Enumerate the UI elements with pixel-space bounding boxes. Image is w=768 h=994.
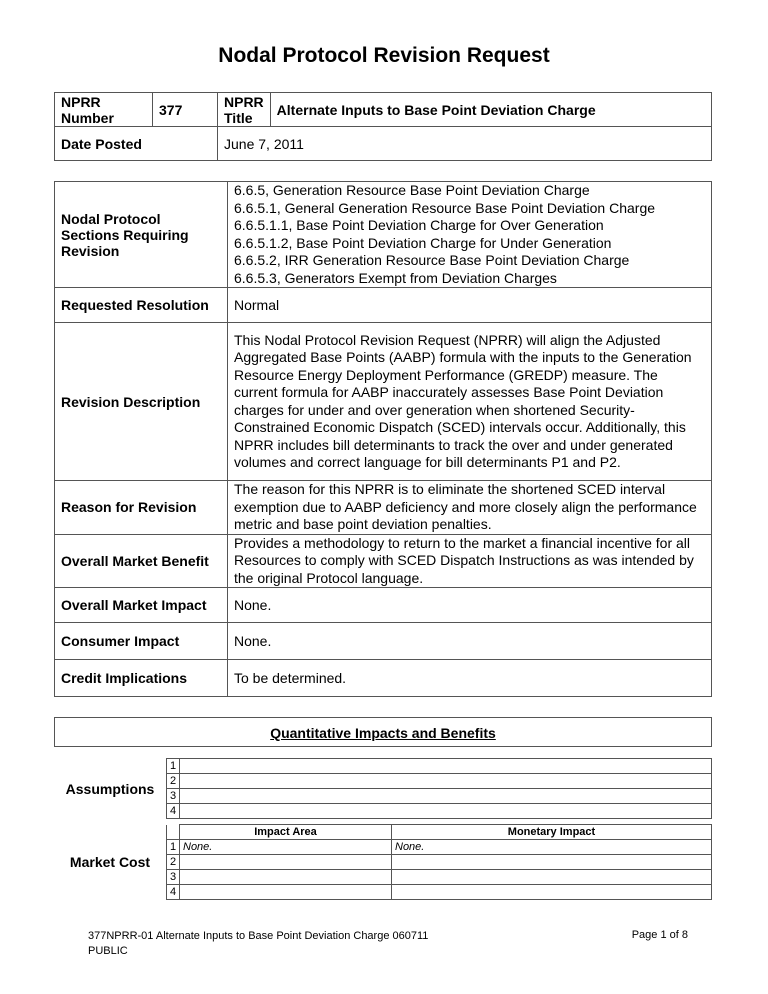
section-item: 6.6.5.3, Generators Exempt from Deviation Charges [234,269,557,286]
row-number: 1 [167,840,180,855]
row-number: 3 [167,789,180,804]
credit-implications-value: To be determined. [228,660,712,697]
footer [88,929,428,959]
impact-area-header: Impact Area [180,825,392,840]
table-row [55,182,712,288]
row-number-blank [167,825,180,840]
resolution-label: Requested Resolution [55,288,228,323]
row-number: 4 [167,804,180,819]
nprr-title-value: Alternate Inputs to Base Point Deviation Charge [270,93,711,127]
revision-description-value: This Nodal Protocol Revision Request (NPRR) will align the Adjusted Aggregated Base Points (AABP) formula with the inputs to the Generation Resource Energy Deployment Performance (GREDP) measure. The current formula for AABP inaccurately assesses Base Point Deviation charges for under and over generation when shortened Security-Constrained Economic Dispatch (SCED) intervals occur. Additionally, this NPRR includes bill determinants to track the over and under generated volumes and correct language for bill determinants P1 and P2. [228,323,712,481]
market-cost-table [54,824,712,900]
table-row [55,481,712,535]
revision-description-label: Revision Description [55,323,228,481]
section-item: 6.6.5.1.1, Base Point Deviation Charge for Over Generation [234,217,604,233]
section-item: 6.6.5.1, General Generation Resource Base Point Deviation Charge [234,199,656,216]
table-row [55,623,712,660]
section-item: 6.6.5, Generation Resource Base Point Deviation Charge [234,182,590,198]
sections-label: Nodal Protocol Sections Requiring Revision [55,182,228,288]
quantitative-heading-text: Quantitative Impacts and Benefits [270,725,496,741]
monetary-impact-cell [392,885,712,900]
consumer-impact-label: Consumer Impact [55,623,228,660]
section-item: 6.6.5.1.2, Base Point Deviation Charge for Under Generation [234,234,612,251]
market-impact-value: None. [228,588,712,623]
resolution-value: Normal [228,288,712,323]
nprr-number-value: 377 [153,93,218,127]
assumptions-table [54,758,712,819]
impact-area-cell: None. [180,840,392,855]
table-row [55,323,712,481]
table-row [55,660,712,697]
footer-filename: 377NPRR-01 Alternate Inputs to Base Point Deviation Charge 060711 [88,930,429,942]
row-number: 4 [167,885,180,900]
market-cost-label: Market Cost [69,854,151,870]
date-posted-value: June 7, 2011 [218,127,712,161]
nprr-number-label: NPRR Number [55,93,153,127]
assumption-cell [180,774,712,789]
assumption-cell [180,789,712,804]
assumptions-label: Assumptions [65,780,155,797]
reason-value: The reason for this NPRR is to eliminate the shortened SCED interval exemption due to AABP deficiency and more closely align the performance metric and base point deviation penalties. [228,481,712,535]
table-row [55,127,712,161]
header-table [54,92,712,161]
sections-list [228,182,712,288]
table-row [54,759,712,774]
reason-label: Reason for Revision [55,481,228,535]
row-number: 3 [167,870,180,885]
monetary-impact-header: Monetary Impact [392,825,712,840]
assumption-cell [180,759,712,774]
row-number: 2 [167,774,180,789]
market-impact-label: Overall Market Impact [55,588,228,623]
benefit-label: Overall Market Benefit [55,534,228,588]
consumer-impact-value: None. [228,623,712,660]
row-number: 1 [167,759,180,774]
table-row [55,288,712,323]
monetary-impact-cell [392,855,712,870]
monetary-impact-cell: None. [392,840,712,855]
impact-area-cell [180,870,392,885]
document-title: Nodal Protocol Revision Request [218,44,550,67]
quantitative-heading [54,717,712,747]
details-table [54,181,712,697]
footer-classification: PUBLIC [88,945,128,957]
table-row [54,825,712,840]
nprr-title-label: NPRR Title [218,93,271,127]
impact-area-cell [180,855,392,870]
section-item: 6.6.5.2, IRR Generation Resource Base Point Deviation Charge [234,252,630,268]
row-number: 2 [167,855,180,870]
benefit-value: Provides a methodology to return to the market a financial incentive for all Resources to comply with SCED Dispatch Instructions as was intended by the original Protocol language. [228,534,712,588]
credit-implications-label: Credit Implications [55,660,228,697]
impact-area-cell [180,885,392,900]
assumption-cell [180,804,712,819]
monetary-impact-cell [392,870,712,885]
page-number: Page 1 of 8 [631,929,688,941]
date-posted-label: Date Posted [55,127,218,161]
table-row [55,93,712,127]
table-row [55,588,712,623]
table-row [55,534,712,588]
